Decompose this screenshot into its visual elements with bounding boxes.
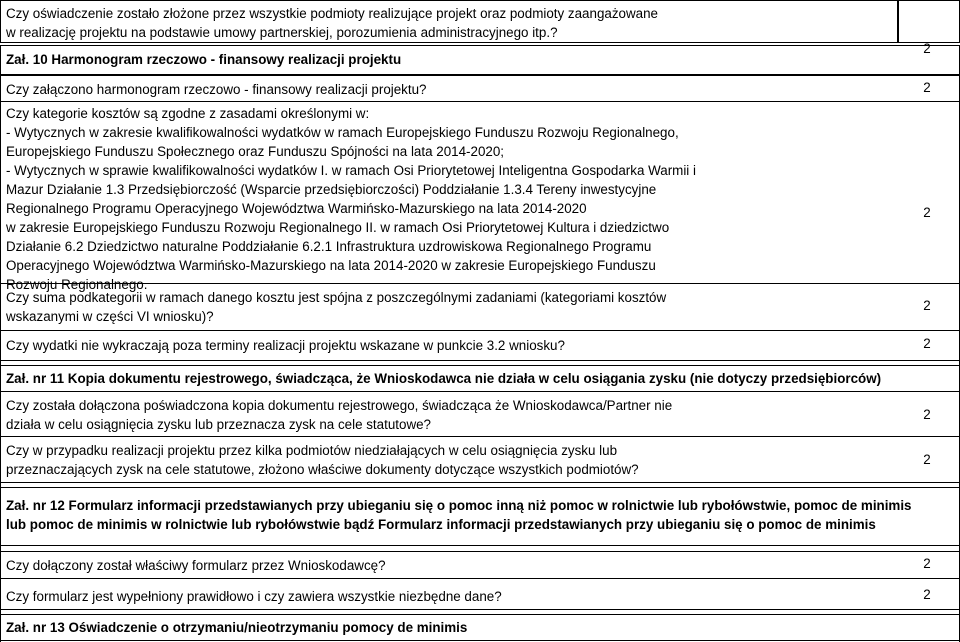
- section-header: Zał. 10 Harmonogram rzeczowo - finansowy realizacji projektu: [6, 52, 402, 67]
- row-divider: [0, 640, 960, 641]
- table-left-border: [0, 75, 1, 642]
- row-divider: [0, 365, 960, 366]
- row-divider: [0, 360, 960, 361]
- score-value: 2: [923, 298, 931, 313]
- score-value: 2: [923, 452, 931, 467]
- row-divider: [0, 283, 960, 284]
- score-value: 2: [923, 205, 931, 220]
- question-text: Czy kategorie kosztów są zgodne z zasadami określonymi w: - Wytycznych w zakresie kwalifikowalności wydatków w ramach Europejskiego Funduszu Rozwoju Regionalnego, Europejskiego Funduszu Społecznego oraz Funduszu Spójności na lata 2014-2020; - Wytycznych w sprawie kwalifikowalności wydatków I. w ramach Osi Priorytetowej Inteligentna Gospodarka Warmii i Mazur Działanie 1.3 Przedsiębiorczość (Wsparcie przedsiębiorczości) Poddziałanie 1.3.4 Tereny inwestycyjne Regionalnego Programu Operacyjnego Województwa Warmińsko-Mazurskiego na lata 2014-2020 w zakresie Europejskiego Funduszu Rozwoju Regionalnego II. w ramach Osi Priorytetowej Kultura i dziedzictwo Działanie 6.2 Dziedzictwo naturalne Poddziałanie 6.2.1 Infrastruktura uzdrowiskowa Regionalnego Programu Operacyjnego Województwa Warmińsko-Mazurskiego na lata 2014-2020 w zakresie Europejskiego Funduszu Rozwoju Regionalnego.: [6, 106, 696, 292]
- row-divider: [0, 551, 960, 552]
- row-divider: [0, 391, 960, 392]
- question-text: Czy suma podkategorii w ramach danego kosztu jest spójna z poszczególnymi zadaniami (kategoriami kosztów wskazanymi w części VI wniosku)?: [6, 290, 667, 324]
- row-divider: [0, 614, 960, 615]
- question-text: Czy została dołączona poświadczona kopia dokumentu rejestrowego, świadcząca że Wnioskodawca/Partner nie działa w celu osiągnięcia zysku lub przeznacza zysk na cele statutowe?: [6, 398, 673, 432]
- section-header: Zał. nr 13 Oświadczenie o otrzymaniu/nieotrzymaniu pomocy de minimis: [6, 620, 468, 635]
- question-text: Czy dołączony został właściwy formularz przez Wnioskodawcę?: [6, 558, 386, 573]
- row-divider: [0, 545, 960, 546]
- question-text: Czy wydatki nie wykraczają poza terminy realizacji projektu wskazane w punkcie 3.2 wniosku?: [6, 338, 565, 353]
- row-divider: [0, 609, 960, 610]
- row-divider: [0, 487, 960, 488]
- score-value: 2: [923, 407, 931, 422]
- score-box: [898, 0, 960, 43]
- score-value: 2: [923, 587, 931, 602]
- row-divider: [0, 330, 960, 331]
- question-text: Czy w przypadku realizacji projektu przez kilka podmiotów niedziałających w celu osiągnięcia zysku lub przeznaczających zysk na cele statutowe, złożono właściwe dokumenty dotyczące wszystkich podmiotów?: [6, 443, 639, 477]
- question-text: Czy oświadczenie zostało złożone przez wszystkie podmioty realizujące projekt oraz podmioty zaangażowane w realizację projektu na podstawie umowy partnerskiej, porozumienia administracyjnego itp.?: [6, 6, 658, 40]
- row-divider: [0, 482, 960, 483]
- question-text: Czy formularz jest wypełniony prawidłowo i czy zawiera wszystkie niezbędne dane?: [6, 589, 502, 604]
- score-value: 2: [923, 556, 931, 571]
- section-header: Zał. nr 11 Kopia dokumentu rejestrowego, świadcząca, że Wnioskodawca nie działa w celu osiągania zysku (nie dotyczy przedsiębiorców): [6, 371, 882, 386]
- score-value: 2: [923, 80, 931, 95]
- score-value: 2: [923, 41, 931, 56]
- section-header: Zał. nr 12 Formularz informacji przedstawianych przy ubieganiu się o pomoc inną niż pomoc w rolnictwie lub rybołówstwie, pomoc de minimis lub pomoc de minimis w rolnictwie lub rybołówstwie bądź Formularz informacji przedstawianych przy ubieganiu się o pomoc de minimis: [6, 498, 912, 532]
- score-value: 2: [923, 336, 931, 351]
- question-text: Czy załączono harmonogram rzeczowo - finansowy realizacji projektu?: [6, 82, 427, 97]
- row-divider: [0, 436, 960, 437]
- row-divider: [0, 578, 960, 579]
